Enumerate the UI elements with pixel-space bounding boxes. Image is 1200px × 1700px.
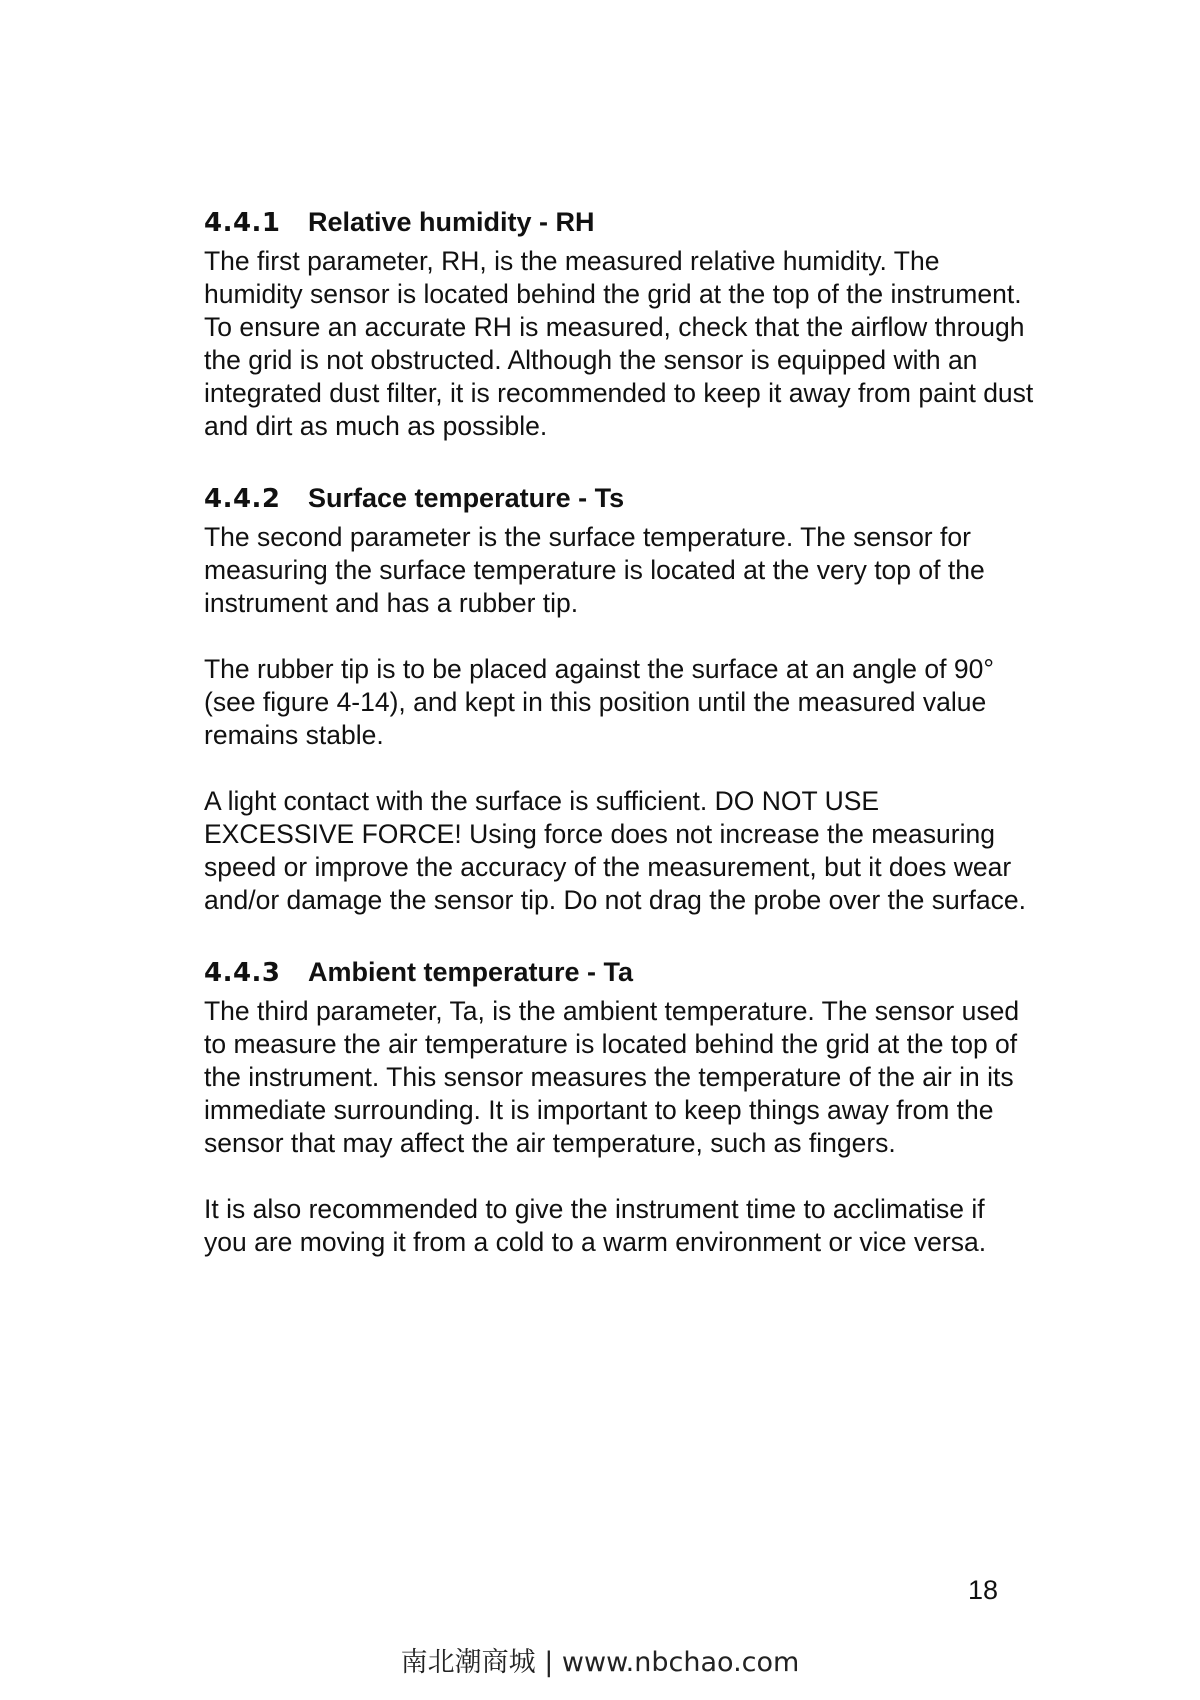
paragraph: It is also recommended to give the instrument time to acclimatise if you are moving it from a cold to a warm environment or vice versa. (204, 1194, 987, 1257)
paragraph: The first parameter, RH, is the measured relative humidity. The humidity sensor is located behind the grid at the top of the instrument. To ensure an accurate RH is measured, check that the airflow through the grid is not obstructed. Although the sensor is equipped with an integrated dust filter, it is recommended to keep it away from paint dust and dirt as much as possible. (204, 246, 1034, 441)
paragraph: The third parameter, Ta, is the ambient temperature. The sensor used to measure the air temperature is located behind the grid at the top of the instrument. This sensor measures the temperature of the air in its immediate surrounding. It is important to keep things away from the sensor that may affect the air temperature, such as fingers. (204, 996, 1020, 1158)
document-body (204, 205, 1034, 1259)
section-title: Relative humidity - RH (308, 207, 595, 237)
section-heading (204, 205, 1034, 240)
section-number: 4.4.1 (204, 208, 281, 238)
section-title: Ambient temperature - Ta (308, 957, 634, 987)
paragraph: A light contact with the surface is sufficient. DO NOT USE EXCESSIVE FORCE! Using force does not increase the measuring speed or improve the accuracy of the measurement, but it does wear and/or damage the sensor tip. Do not drag the probe over the surface. (204, 786, 1027, 915)
section-number: 4.4.3 (204, 958, 281, 988)
page-number: 18 (968, 1575, 999, 1605)
section-ambient-temperature (204, 955, 1034, 1259)
section-heading (204, 955, 1034, 990)
section-number: 4.4.2 (204, 484, 281, 514)
paragraph: The second parameter is the surface temperature. The sensor for measuring the surface temperature is located at the very top of the instrument and has a rubber tip. (204, 522, 985, 618)
section-title: Surface temperature - Ts (308, 483, 625, 513)
section-heading (204, 481, 1034, 516)
section-relative-humidity (204, 205, 1034, 443)
footer-watermark: 南北潮商城 | www.nbchao.com (400, 1647, 800, 1678)
section-surface-temperature (204, 481, 1034, 917)
paragraph: The rubber tip is to be placed against the surface at an angle of 90° (see figure 4-14), and kept in this position until the measured value remains stable. (204, 654, 994, 750)
